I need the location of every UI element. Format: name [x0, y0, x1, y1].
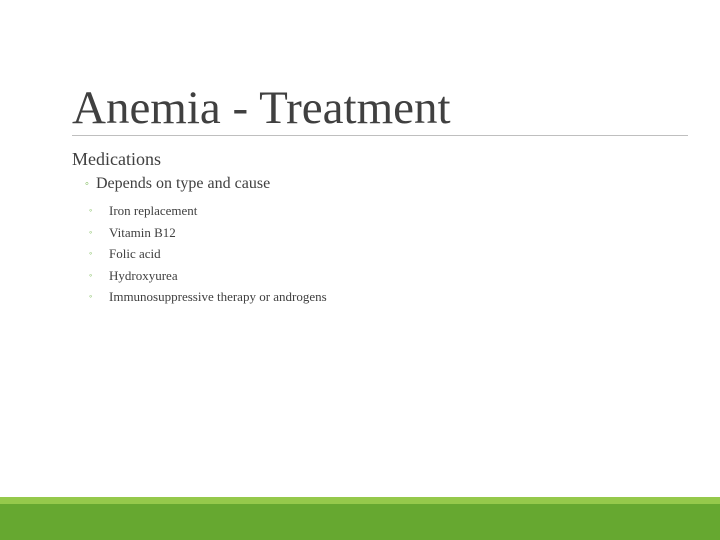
footer-accent-stripe [0, 497, 720, 504]
list-item-text: Vitamin B12 [109, 224, 176, 240]
bullet-level2 [85, 173, 672, 195]
bullet-level1-medications: Medications [72, 149, 161, 169]
list-item-text: Immunosuppressive therapy or androgens [109, 289, 327, 304]
list-item [89, 222, 672, 244]
bullet-circle-icon: ◦ [89, 205, 93, 215]
slide-content [72, 147, 672, 308]
list-item [89, 286, 672, 308]
bullet-level2-text: Depends on type and cause [96, 175, 271, 192]
bullet-circle-icon: ◦ [85, 178, 89, 190]
list-item-text: Hydroxyurea [109, 267, 178, 283]
bullet-circle-icon: ◦ [89, 269, 93, 280]
list-item [89, 243, 672, 265]
title-divider [72, 135, 688, 136]
list-item-text: Iron replacement [109, 203, 198, 218]
bullet-circle-icon: ◦ [89, 226, 93, 237]
bullet-circle-icon: ◦ [89, 248, 93, 258]
list-item [89, 200, 672, 222]
footer-bar [0, 504, 720, 540]
list-item [89, 265, 672, 287]
bullet-circle-icon: ◦ [89, 291, 93, 301]
list-item-text: Folic acid [109, 246, 161, 261]
slide-title: Anemia - Treatment [72, 82, 451, 134]
sub-bullet-list [89, 200, 672, 308]
